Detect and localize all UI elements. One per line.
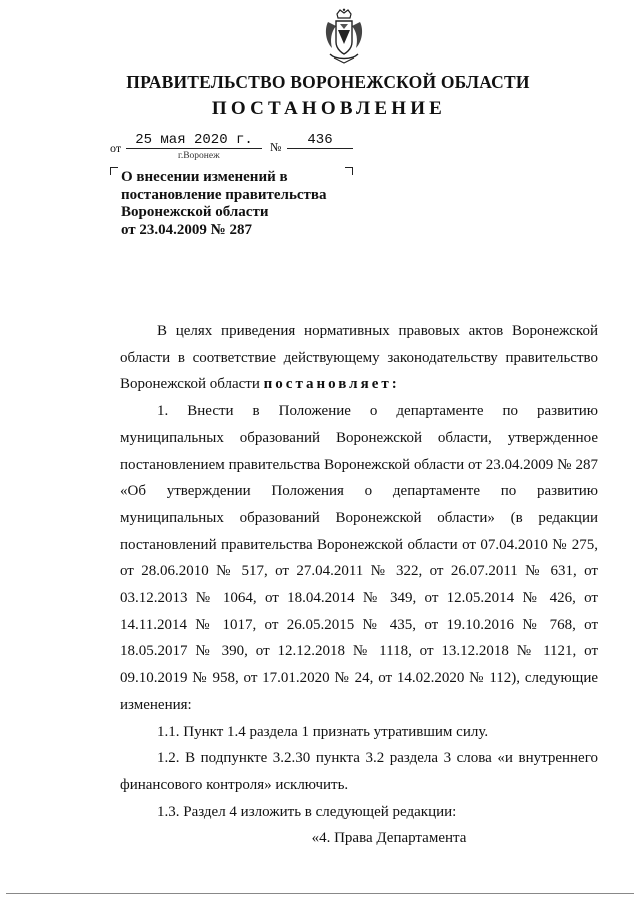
document-subject [121,169,381,239]
item-1-2-paragraph: 1.2. В подпункте 3.2.30 пункта 3.2 раздела 3 слова «и внутреннего финансового контроля» исключить. [120,750,598,793]
document-date: 25 мая 2020 г. [126,132,262,149]
item-1-1-paragraph: 1.1. Пункт 1.4 раздела 1 признать утратившим силу. [157,723,489,740]
document-body [120,318,598,852]
subject-line: от 23.04.2009 № 287 [121,221,252,238]
intro-paragraph [120,318,598,398]
item-1-3-paragraph: 1.3. Раздел 4 изложить в следующей редакции: [157,803,457,820]
resolves-word: постановляет: [263,376,400,393]
document-type: ПОСТАНОВЛЕНИЕ [211,98,447,119]
date-label: от [110,141,122,155]
city-label: г.Воронеж [178,151,220,161]
subject-line: О внесении изменений в [121,169,288,185]
coat-of-arms-icon [322,8,366,64]
number-label: № [270,140,282,154]
section-heading: «4. Права Департамента [311,830,467,847]
page-bottom-divider [6,893,634,894]
subject-bracket-left [110,167,118,175]
intro-text: В целях приведения нормативных правовых актов Воронежской области в соответствие действующему законодательству правительство Воронежской области [120,323,598,393]
item-1-paragraph: 1. Внести в Положение о департаменте по развитию муниципальных образований Воронежской области, утвержденное постановлением правительства Воронежской области от 23.04.2009 № 287 «Об утверждении Положения о департаменте по развитию муниципальных образований Воронежской области» (в редакции постановлений правительства Воронежской области от 07.04.2010 № 275, от 28.06.2010 № 517, от 27.04.2011 № 322, от 26.07.2011 № 631, от 03.12.2013 № 1064, от 18.04.2014 № 349, от 12.05.2014 № 426, от 14.11.2014 № 1017, от 26.05.2015 № 435, от 19.10.2016 № 768, от 18.05.2017 № 390, от 12.12.2018 № 1118, от 13.12.2018 № 1121, от 09.10.2019 № 958, от 17.01.2020 № 24, от 14.02.2020 № 112), следующие изменения: [120,403,598,713]
subject-line: Воронежской области [121,204,269,220]
government-title: ПРАВИТЕЛЬСТВО ВОРОНЕЖСКОЙ ОБЛАСТИ [126,72,530,92]
subject-line: постановление правительства [121,186,327,203]
document-number: 436 [287,132,353,149]
